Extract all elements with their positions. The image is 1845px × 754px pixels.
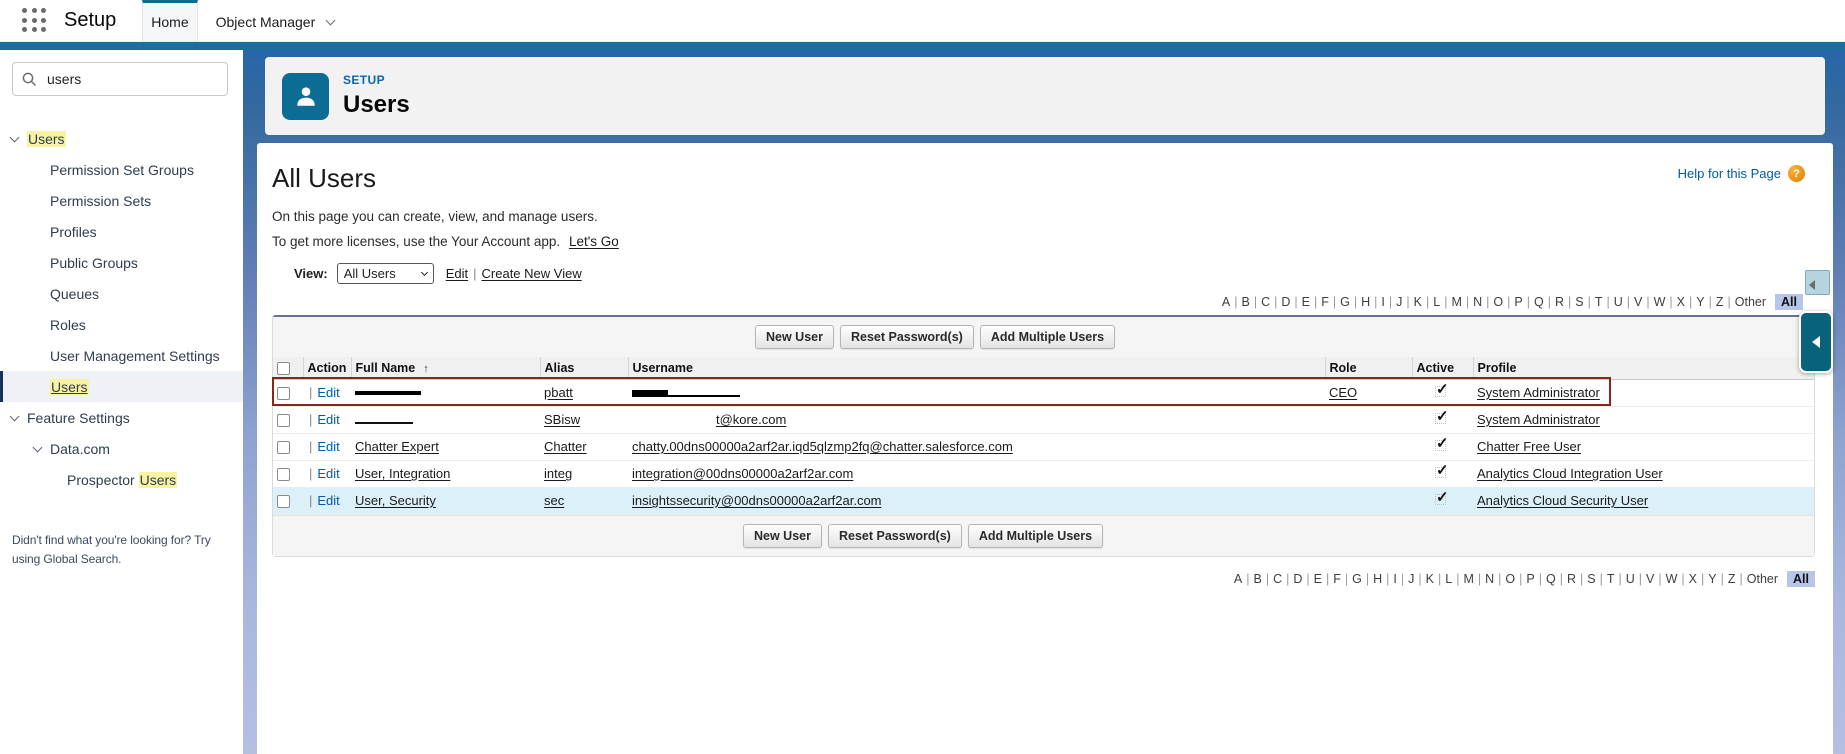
alias-cell bbox=[540, 433, 628, 460]
edit-link[interactable]: Edit bbox=[317, 385, 340, 400]
full-name-link[interactable]: User, Security bbox=[355, 493, 436, 508]
sidebar-footer-text: Didn't find what you're looking for? Try using Global Search. bbox=[12, 533, 211, 566]
alphabet-letter-b[interactable]: B bbox=[1253, 571, 1262, 586]
row-checkbox-cell bbox=[273, 433, 303, 460]
tab-label: Home bbox=[151, 14, 189, 30]
row-checkbox-cell bbox=[273, 460, 303, 487]
alphabet-letter-r[interactable]: R bbox=[1566, 571, 1576, 586]
alias-link[interactable]: SBisw bbox=[544, 412, 581, 427]
row-checkbox[interactable] bbox=[277, 414, 290, 427]
sidebar-item-label: Profiles bbox=[50, 223, 97, 240]
action-cell: | Edit bbox=[303, 460, 351, 487]
global-header bbox=[0, 0, 1845, 42]
edit-link[interactable]: Edit bbox=[317, 439, 340, 454]
profile-cell bbox=[1473, 460, 1814, 487]
profile-cell bbox=[1473, 406, 1814, 433]
create-new-view-link[interactable]: Create New View bbox=[481, 266, 582, 281]
table-row bbox=[273, 487, 1814, 514]
alphabet-letter-f[interactable]: F bbox=[1333, 571, 1341, 586]
chevron-down-icon bbox=[326, 16, 336, 26]
sidebar-item-label bbox=[50, 379, 89, 395]
alphabet-letter-n[interactable]: N bbox=[1473, 295, 1483, 309]
alphabet-letter-z[interactable]: Z bbox=[1715, 295, 1724, 309]
role-cell bbox=[1325, 487, 1412, 514]
collapse-panel-button[interactable] bbox=[1799, 311, 1833, 373]
alphabet-letter-y[interactable]: Y bbox=[1696, 295, 1705, 309]
full-name-cell bbox=[351, 433, 540, 460]
alphabet-letter-u[interactable]: U bbox=[1625, 571, 1635, 586]
username-cell bbox=[628, 460, 1325, 487]
alias-cell bbox=[540, 460, 628, 487]
column-header-role: Role bbox=[1325, 357, 1412, 379]
reset-password-s-button[interactable]: Reset Password(s) bbox=[840, 325, 974, 349]
alphabet-letter-f[interactable]: F bbox=[1321, 295, 1329, 309]
users-setup-icon bbox=[282, 73, 329, 120]
profile-cell bbox=[1473, 487, 1814, 514]
alias-cell bbox=[540, 487, 628, 514]
sidebar-item-roles[interactable] bbox=[0, 309, 243, 340]
sidebar-item-user-management-settings[interactable] bbox=[0, 340, 243, 371]
left-arrow-icon bbox=[1812, 336, 1820, 348]
chevron-down-icon bbox=[33, 442, 43, 452]
redaction-mark bbox=[355, 391, 421, 395]
header-checkbox-cell bbox=[273, 357, 303, 379]
action-cell: | Edit bbox=[303, 379, 351, 406]
alphabet-letter-g[interactable]: G bbox=[1352, 571, 1362, 586]
alias-link[interactable]: sec bbox=[544, 493, 565, 508]
profile-link[interactable]: System Administrator bbox=[1477, 385, 1600, 400]
profile-link[interactable]: System Administrator bbox=[1477, 412, 1600, 427]
tab-label: Object Manager bbox=[215, 14, 316, 30]
sidebar-item-label: Permission Sets bbox=[50, 192, 152, 209]
users-list-container bbox=[272, 315, 1815, 557]
sidebar-item-permission-set-groups[interactable] bbox=[0, 154, 243, 185]
sidebar-item-public-groups[interactable] bbox=[0, 247, 243, 278]
profile-link[interactable]: Chatter Free User bbox=[1477, 439, 1582, 454]
profile-cell bbox=[1473, 379, 1814, 406]
alphabet-letter-v[interactable]: V bbox=[1634, 295, 1643, 309]
username-link[interactable]: integration@00dns00000a2arf2ar.com bbox=[632, 466, 854, 481]
setup-tree bbox=[0, 123, 243, 495]
action-cell: | Edit bbox=[303, 433, 351, 460]
row-checkbox-cell bbox=[273, 487, 303, 514]
alphabet-letter-g[interactable]: G bbox=[1340, 295, 1350, 309]
alphabet-letter-b[interactable]: B bbox=[1241, 295, 1250, 309]
list-title: All Users bbox=[272, 163, 377, 193]
profile-cell bbox=[1473, 433, 1814, 460]
alphabet-letter-v[interactable]: V bbox=[1646, 571, 1655, 586]
sidebar-item-profiles[interactable] bbox=[0, 216, 243, 247]
profile-link[interactable]: Analytics Cloud Integration User bbox=[1477, 466, 1663, 481]
page-description: On this page you can create, view, and manage users. bbox=[272, 209, 598, 224]
users-table bbox=[273, 357, 1814, 515]
alphabet-letter-a[interactable]: A bbox=[1221, 295, 1231, 309]
alphabet-letter-other[interactable]: Other bbox=[1734, 295, 1767, 309]
chevron-down-icon bbox=[10, 411, 20, 421]
alphabet-letter-i[interactable]: I bbox=[1393, 571, 1397, 586]
quick-find-input[interactable] bbox=[45, 70, 205, 88]
alphabet-letter-j[interactable]: J bbox=[1396, 295, 1403, 309]
setup-sidebar bbox=[0, 50, 243, 754]
alphabet-letter-a[interactable]: A bbox=[1233, 571, 1243, 586]
role-cell bbox=[1325, 406, 1412, 433]
column-header-full-name: Full Name ↑ bbox=[351, 357, 540, 379]
alphabet-letter-z[interactable]: Z bbox=[1727, 571, 1736, 586]
new-user-button[interactable]: New User bbox=[743, 524, 822, 548]
lets-go-link[interactable]: Let's Go bbox=[568, 234, 619, 249]
sidebar-item-permission-sets[interactable] bbox=[0, 185, 243, 216]
setup-eyebrow: SETUP bbox=[343, 73, 386, 87]
row-checkbox[interactable] bbox=[277, 441, 290, 454]
alphabet-letter-o[interactable]: O bbox=[1493, 295, 1504, 309]
alphabet-letter-n[interactable]: N bbox=[1485, 571, 1495, 586]
table-row bbox=[273, 406, 1814, 433]
select-all-checkbox[interactable] bbox=[277, 362, 290, 375]
edit-link[interactable]: Edit bbox=[317, 466, 340, 481]
column-header-action: Action bbox=[303, 357, 351, 379]
redaction-mark bbox=[355, 422, 413, 424]
sidebar-item-label bbox=[27, 131, 66, 147]
alphabet-letter-s[interactable]: S bbox=[1575, 295, 1584, 309]
alias-link[interactable]: integ bbox=[544, 466, 573, 481]
table-body bbox=[273, 379, 1814, 514]
alphabet-letter-p[interactable]: P bbox=[1514, 295, 1523, 309]
chevron-down-icon bbox=[421, 269, 428, 276]
license-line: To get more licenses, use the Your Account app. Let's Go bbox=[272, 234, 619, 249]
tab-home[interactable] bbox=[142, 0, 197, 41]
column-header-username: Username bbox=[628, 357, 1325, 379]
sort-asc-icon: ↑ bbox=[423, 362, 429, 375]
sidebar-item-prospector-users[interactable] bbox=[0, 464, 243, 495]
username-cell bbox=[628, 487, 1325, 514]
header-accent-bar bbox=[0, 42, 1845, 50]
page-title: Users bbox=[343, 91, 410, 118]
app-title: Setup bbox=[64, 9, 117, 31]
alphabet-letter-q[interactable]: Q bbox=[1545, 571, 1556, 586]
header-tabs bbox=[142, 0, 352, 41]
add-multiple-users-button[interactable]: Add Multiple Users bbox=[968, 524, 1103, 548]
active-cell bbox=[1412, 379, 1473, 406]
view-select[interactable]: All Users bbox=[337, 263, 434, 284]
role-link[interactable]: CEO bbox=[1329, 385, 1358, 400]
sidebar-search-box[interactable] bbox=[12, 62, 228, 96]
row-checkbox[interactable] bbox=[277, 495, 290, 508]
sidebar-item-users[interactable] bbox=[0, 371, 243, 402]
role-cell bbox=[1325, 433, 1412, 460]
alphabet-letter-t[interactable]: T bbox=[1606, 571, 1615, 586]
alphabet-letter-s[interactable]: S bbox=[1587, 571, 1596, 586]
sidebar-item-queues[interactable] bbox=[0, 278, 243, 309]
sidebar-item-label: Roles bbox=[50, 316, 86, 333]
tab-object-manager[interactable] bbox=[198, 0, 353, 41]
alphabet-letter-r[interactable]: R bbox=[1554, 295, 1564, 309]
column-header-profile: Profile bbox=[1473, 357, 1814, 379]
table-row bbox=[273, 460, 1814, 487]
alias-cell bbox=[540, 406, 628, 433]
full-name-cell bbox=[351, 406, 540, 433]
active-cell bbox=[1412, 406, 1473, 433]
active-cell bbox=[1412, 460, 1473, 487]
alphabet-letter-u[interactable]: U bbox=[1613, 295, 1623, 309]
alphabet-letter-l[interactable]: L bbox=[1445, 571, 1453, 586]
column-header-alias: Alias bbox=[540, 357, 628, 379]
table-header-row bbox=[273, 357, 1814, 379]
full-name-cell bbox=[351, 460, 540, 487]
active-check-icon: ✓ bbox=[1436, 461, 1449, 479]
alphabet-letter-m[interactable]: M bbox=[1451, 295, 1462, 309]
row-checkbox[interactable] bbox=[277, 387, 290, 400]
alphabet-letter-j[interactable]: J bbox=[1408, 571, 1415, 586]
action-cell: | Edit bbox=[303, 487, 351, 514]
column-header-active: Active bbox=[1412, 357, 1473, 379]
help-for-page-link[interactable]: Help for this Page ? bbox=[1678, 165, 1805, 182]
alphabet-letter-l[interactable]: L bbox=[1433, 295, 1441, 309]
alphabet-letter-d[interactable]: D bbox=[1293, 571, 1303, 586]
alphabet-letter-o[interactable]: O bbox=[1505, 571, 1516, 586]
row-checkbox[interactable] bbox=[277, 468, 290, 481]
alias-link[interactable]: Chatter bbox=[544, 439, 587, 454]
active-check-icon: ✓ bbox=[1436, 488, 1449, 506]
alphabet-letter-other[interactable]: Other bbox=[1746, 571, 1779, 586]
alphabet-letter-y[interactable]: Y bbox=[1708, 571, 1717, 586]
search-match-highlight: Users bbox=[139, 471, 177, 488]
action-cell: | Edit bbox=[303, 406, 351, 433]
alphabet-all-badge[interactable]: All bbox=[1775, 294, 1803, 310]
alphabet-letter-k[interactable]: K bbox=[1425, 571, 1434, 586]
alphabet-letter-k[interactable]: K bbox=[1413, 295, 1422, 309]
alias-cell bbox=[540, 379, 628, 406]
search-icon bbox=[22, 72, 37, 87]
alphabet-letter-x[interactable]: X bbox=[1688, 571, 1698, 586]
redaction-mark bbox=[668, 395, 740, 397]
sidebar-item-label: Data.com bbox=[50, 440, 110, 457]
table-row bbox=[273, 433, 1814, 460]
username-link[interactable]: t@kore.com bbox=[716, 412, 787, 427]
view-edit-link[interactable]: Edit bbox=[445, 266, 469, 281]
full-name-link[interactable]: Chatter Expert bbox=[355, 439, 439, 454]
chevron-down-icon bbox=[10, 132, 20, 142]
search-match-highlight: Users bbox=[51, 378, 88, 395]
alphabet-letter-w[interactable]: W bbox=[1653, 295, 1666, 309]
sidebar-item-data-com[interactable] bbox=[0, 433, 243, 464]
alphabet-letter-m[interactable]: M bbox=[1463, 571, 1474, 586]
edit-link[interactable]: Edit bbox=[317, 493, 340, 508]
alphabet-letter-d[interactable]: D bbox=[1281, 295, 1291, 309]
alphabet-filter-top: A | B | C | D | E | F | G | H | I | J | K | L | M | N | O | P | Q | R | S | T | U | V | W | X | Y | Z | Other All bbox=[272, 294, 1803, 310]
alphabet-all-badge[interactable]: All bbox=[1787, 571, 1815, 587]
active-check-icon: ✓ bbox=[1436, 380, 1449, 398]
sidebar-item-label: Queues bbox=[50, 285, 100, 302]
sidebar-item-label: Feature Settings bbox=[27, 409, 130, 426]
active-check-icon: ✓ bbox=[1436, 407, 1449, 425]
alphabet-letter-e[interactable]: E bbox=[1301, 295, 1311, 309]
profile-link[interactable]: Analytics Cloud Security User bbox=[1477, 493, 1649, 508]
help-question-icon[interactable]: ? bbox=[1788, 165, 1805, 182]
app-launcher-icon[interactable] bbox=[22, 8, 48, 34]
full-name-link[interactable]: User, Integration bbox=[355, 466, 451, 481]
view-label: View: bbox=[294, 266, 328, 281]
reset-password-s-button[interactable]: Reset Password(s) bbox=[828, 524, 962, 548]
sidebar-item-feature-settings[interactable] bbox=[0, 402, 243, 433]
username-cell bbox=[628, 406, 1325, 433]
collapse-panel-tab-small[interactable] bbox=[1805, 270, 1830, 295]
view-row: View: All Users Edit | Create New View bbox=[294, 263, 1833, 284]
row-checkbox-cell bbox=[273, 379, 303, 406]
alphabet-letter-c[interactable]: C bbox=[1273, 571, 1283, 586]
alphabet-filter-bottom: A | B | C | D | E | F | G | H | I | J | K | L | M | N | O | P | Q | R | S | T | U | V | W | X | Y | Z | Other All bbox=[272, 571, 1815, 587]
username-link[interactable]: chatty.00dns00000a2arf2ar.iqd5qlzmp2fq@chatter.salesforce.com bbox=[632, 439, 1013, 454]
username-cell bbox=[628, 433, 1325, 460]
bottom-button-row bbox=[273, 515, 1814, 556]
role-cell bbox=[1325, 460, 1412, 487]
main-area bbox=[243, 50, 1845, 754]
active-check-icon: ✓ bbox=[1436, 434, 1449, 452]
alias-link[interactable]: pbatt bbox=[544, 385, 573, 400]
left-arrow-icon bbox=[1809, 280, 1815, 290]
table-row bbox=[273, 379, 1814, 406]
alphabet-letter-t[interactable]: T bbox=[1594, 295, 1603, 309]
content-panel bbox=[257, 143, 1833, 754]
redaction-mark bbox=[632, 390, 668, 397]
new-user-button[interactable]: New User bbox=[755, 325, 834, 349]
sidebar-item-users[interactable] bbox=[0, 123, 243, 154]
sidebar-item-label: User Management Settings bbox=[50, 347, 220, 364]
edit-link[interactable]: Edit bbox=[317, 412, 340, 427]
username-link[interactable]: insightssecurity@00dns00000a2arf2ar.com bbox=[632, 493, 882, 508]
sidebar-item-label: Public Groups bbox=[50, 254, 138, 271]
full-name-cell bbox=[351, 487, 540, 514]
alphabet-letter-e[interactable]: E bbox=[1313, 571, 1323, 586]
alphabet-letter-q[interactable]: Q bbox=[1533, 295, 1544, 309]
add-multiple-users-button[interactable]: Add Multiple Users bbox=[980, 325, 1115, 349]
alphabet-letter-h[interactable]: H bbox=[1373, 571, 1383, 586]
alphabet-letter-h[interactable]: H bbox=[1361, 295, 1371, 309]
active-cell bbox=[1412, 487, 1473, 514]
full-name-cell bbox=[351, 379, 540, 406]
alphabet-letter-c[interactable]: C bbox=[1261, 295, 1271, 309]
setup-page-header bbox=[265, 57, 1825, 135]
search-match-highlight: Users bbox=[28, 130, 65, 147]
alphabet-letter-i[interactable]: I bbox=[1381, 295, 1385, 309]
alphabet-letter-w[interactable]: W bbox=[1665, 571, 1678, 586]
sidebar-item-label: Prospector Users bbox=[67, 471, 177, 488]
username-cell bbox=[628, 379, 1325, 406]
top-button-row bbox=[273, 317, 1814, 357]
row-checkbox-cell bbox=[273, 406, 303, 433]
role-cell bbox=[1325, 379, 1412, 406]
alphabet-letter-x[interactable]: X bbox=[1676, 295, 1686, 309]
alphabet-letter-p[interactable]: P bbox=[1526, 571, 1535, 586]
sidebar-item-label: Permission Set Groups bbox=[50, 161, 194, 178]
active-cell bbox=[1412, 433, 1473, 460]
